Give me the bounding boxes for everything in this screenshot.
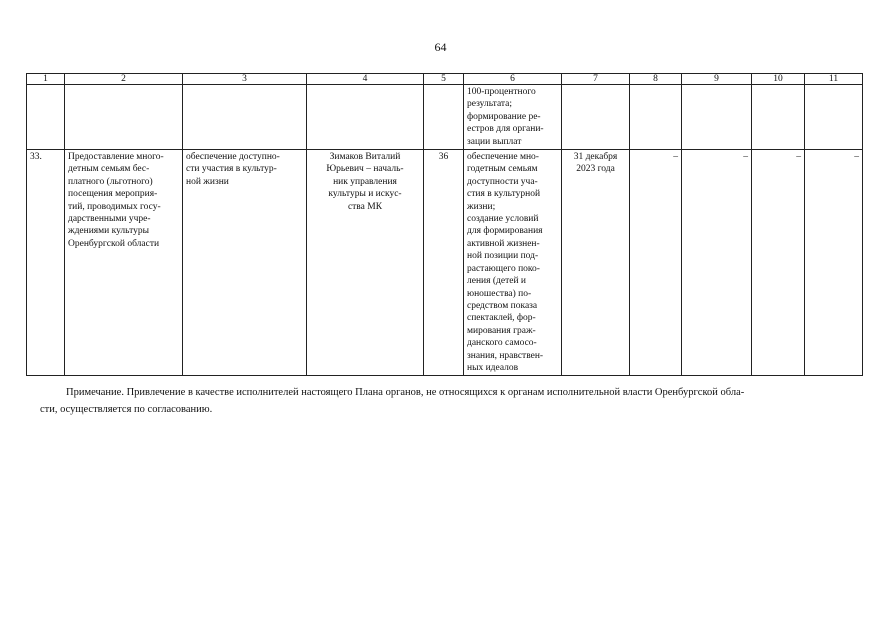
cell-empty <box>65 85 183 150</box>
cell-col10: – <box>752 150 805 376</box>
cell-goal: обеспечение доступно- сти участия в культур- ной жизни <box>183 150 307 376</box>
cell-empty <box>805 85 863 150</box>
header-cell-11: 11 <box>805 74 863 85</box>
header-cell-7: 7 <box>562 74 630 85</box>
header-cell-3: 3 <box>183 74 307 85</box>
cell-result: обеспечение мно- годетным семьям доступности уча- стия в культурной жизни; создание условий для формирования активной жизнен- ной позиции под- растающего поко- ления (детей и юношества) по- средством показа спектаклей, фор- мирования граж- данского самосо- знания, нравствен- ных идеалов <box>464 150 562 376</box>
header-cell-8: 8 <box>630 74 682 85</box>
cell-col8: – <box>630 150 682 376</box>
cell-empty <box>183 85 307 150</box>
footnote-line-2: сти, осуществляется по согласованию. <box>40 404 213 415</box>
header-cell-6: 6 <box>464 74 562 85</box>
header-cell-10: 10 <box>752 74 805 85</box>
cell-result-continued: 100-процентного результата; формирование ре- естров для органи- зации выплат <box>464 85 562 150</box>
cell-empty <box>682 85 752 150</box>
page-number: 64 <box>434 40 447 54</box>
footnote <box>40 384 840 418</box>
table-header-row <box>27 74 863 85</box>
cell-empty <box>630 85 682 150</box>
cell-empty <box>752 85 805 150</box>
cell-empty <box>424 85 464 150</box>
cell-empty <box>562 85 630 150</box>
footnote-line-1: Примечание. Привлечение в качестве исполнителей настоящего Плана органов, не относящихся к органам исполнительной власти Оренбургской обла- <box>66 387 745 398</box>
cell-col9: – <box>682 150 752 376</box>
cell-empty <box>27 85 65 150</box>
cell-deadline: 31 декабря 2023 года <box>562 150 630 376</box>
cell-responsible: Зимаков Виталий Юрьевич – началь- ник управления культуры и искус- ства МК <box>307 150 424 376</box>
cell-empty <box>307 85 424 150</box>
cell-col5: 36 <box>424 150 464 376</box>
cell-measure-name: Предоставление много- детным семьям бес- платного (льготного) посещения мероприя- тий, проводимых госу- дарственными учре- ждениями культуры Оренбургской области <box>65 150 183 376</box>
header-cell-9: 9 <box>682 74 752 85</box>
cell-row-number: 33. <box>27 150 65 376</box>
header-cell-5: 5 <box>424 74 464 85</box>
header-cell-4: 4 <box>307 74 424 85</box>
cell-col11: – <box>805 150 863 376</box>
header-cell-1: 1 <box>27 74 65 85</box>
header-cell-2: 2 <box>65 74 183 85</box>
table-row-33 <box>27 150 863 376</box>
plan-table <box>26 73 863 376</box>
table-row-continuation <box>27 85 863 150</box>
